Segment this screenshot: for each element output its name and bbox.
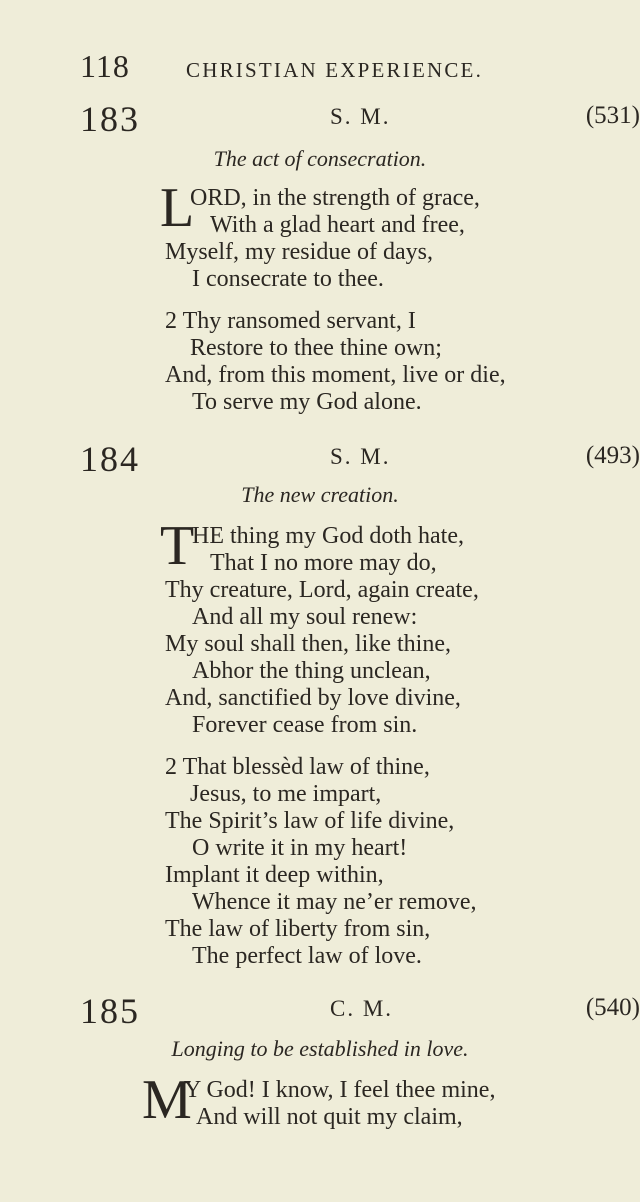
hymn-line: To serve my God alone. — [192, 389, 422, 415]
hymn-line: And will not quit my claim, — [196, 1104, 463, 1130]
hymn-line: ORD, in the strength of grace, — [190, 185, 480, 211]
drop-cap: M — [142, 1069, 192, 1131]
hymn-meter: S. M. — [330, 444, 391, 469]
hymn-line: That I no more may do, — [210, 550, 437, 576]
hymn-line: Whence it may ne’er remove, — [192, 889, 477, 915]
hymn-line: HE thing my God doth hate, — [192, 523, 464, 549]
running-title: CHRISTIAN EXPERIENCE. — [186, 58, 484, 82]
hymn-meter: C. M. — [330, 996, 394, 1021]
hymn-line: Thy creature, Lord, again create, — [165, 577, 479, 603]
page-header — [80, 48, 640, 84]
drop-cap: L — [160, 177, 195, 239]
hymn-number: 183 — [80, 99, 140, 139]
hymn-line: Forever cease from sin. — [192, 712, 418, 738]
hymn-line: With a glad heart and free, — [210, 212, 465, 238]
tune-reference: (540) — [585, 994, 640, 1021]
hymn-line: 2 Thy ransomed servant, I — [165, 308, 416, 334]
hymn-line: Implant it deep within, — [165, 862, 384, 888]
hymn-title: The act of consecration. — [213, 146, 427, 171]
hymn-line: The Spirit’s law of life divine, — [165, 808, 455, 834]
hymn-line: O write it in my heart! — [192, 835, 408, 861]
hymn-line: Y God! I know, I feel thee mine, — [184, 1077, 496, 1103]
hymn-line: 2 That blessèd law of thine, — [165, 754, 430, 780]
hymn-line: Myself, my residue of days, — [165, 239, 433, 265]
hymn-185-heading — [80, 990, 640, 1034]
hymn-title: The new creation. — [241, 482, 399, 507]
hymn-line: Restore to thee thine own; — [190, 335, 442, 361]
tune-reference: (493) — [585, 442, 640, 469]
hymn-line: Abhor the thing unclean, — [192, 658, 431, 684]
drop-cap: T — [160, 515, 195, 577]
hymn-title: Longing to be established in love. — [171, 1036, 469, 1061]
hymn-184-heading — [80, 438, 640, 482]
page-number: 118 — [80, 48, 130, 84]
hymn-line: I consecrate to thee. — [192, 266, 384, 292]
hymn-line: My soul shall then, like thine, — [165, 631, 451, 657]
hymn-number: 184 — [80, 439, 140, 479]
hymn-meter: S. M. — [330, 104, 391, 129]
hymn-line: And, from this moment, live or die, — [165, 362, 506, 388]
hymn-number: 185 — [80, 991, 140, 1031]
hymn-line: Jesus, to me impart, — [190, 781, 382, 807]
hymn-line: The perfect law of love. — [192, 943, 422, 969]
hymn-183-heading — [80, 98, 640, 142]
hymn-line: And, sanctified by love divine, — [165, 685, 461, 711]
hymn-line: And all my soul renew: — [192, 604, 418, 630]
hymn-line: The law of liberty from sin, — [165, 916, 431, 942]
tune-reference: (531) — [585, 102, 640, 129]
